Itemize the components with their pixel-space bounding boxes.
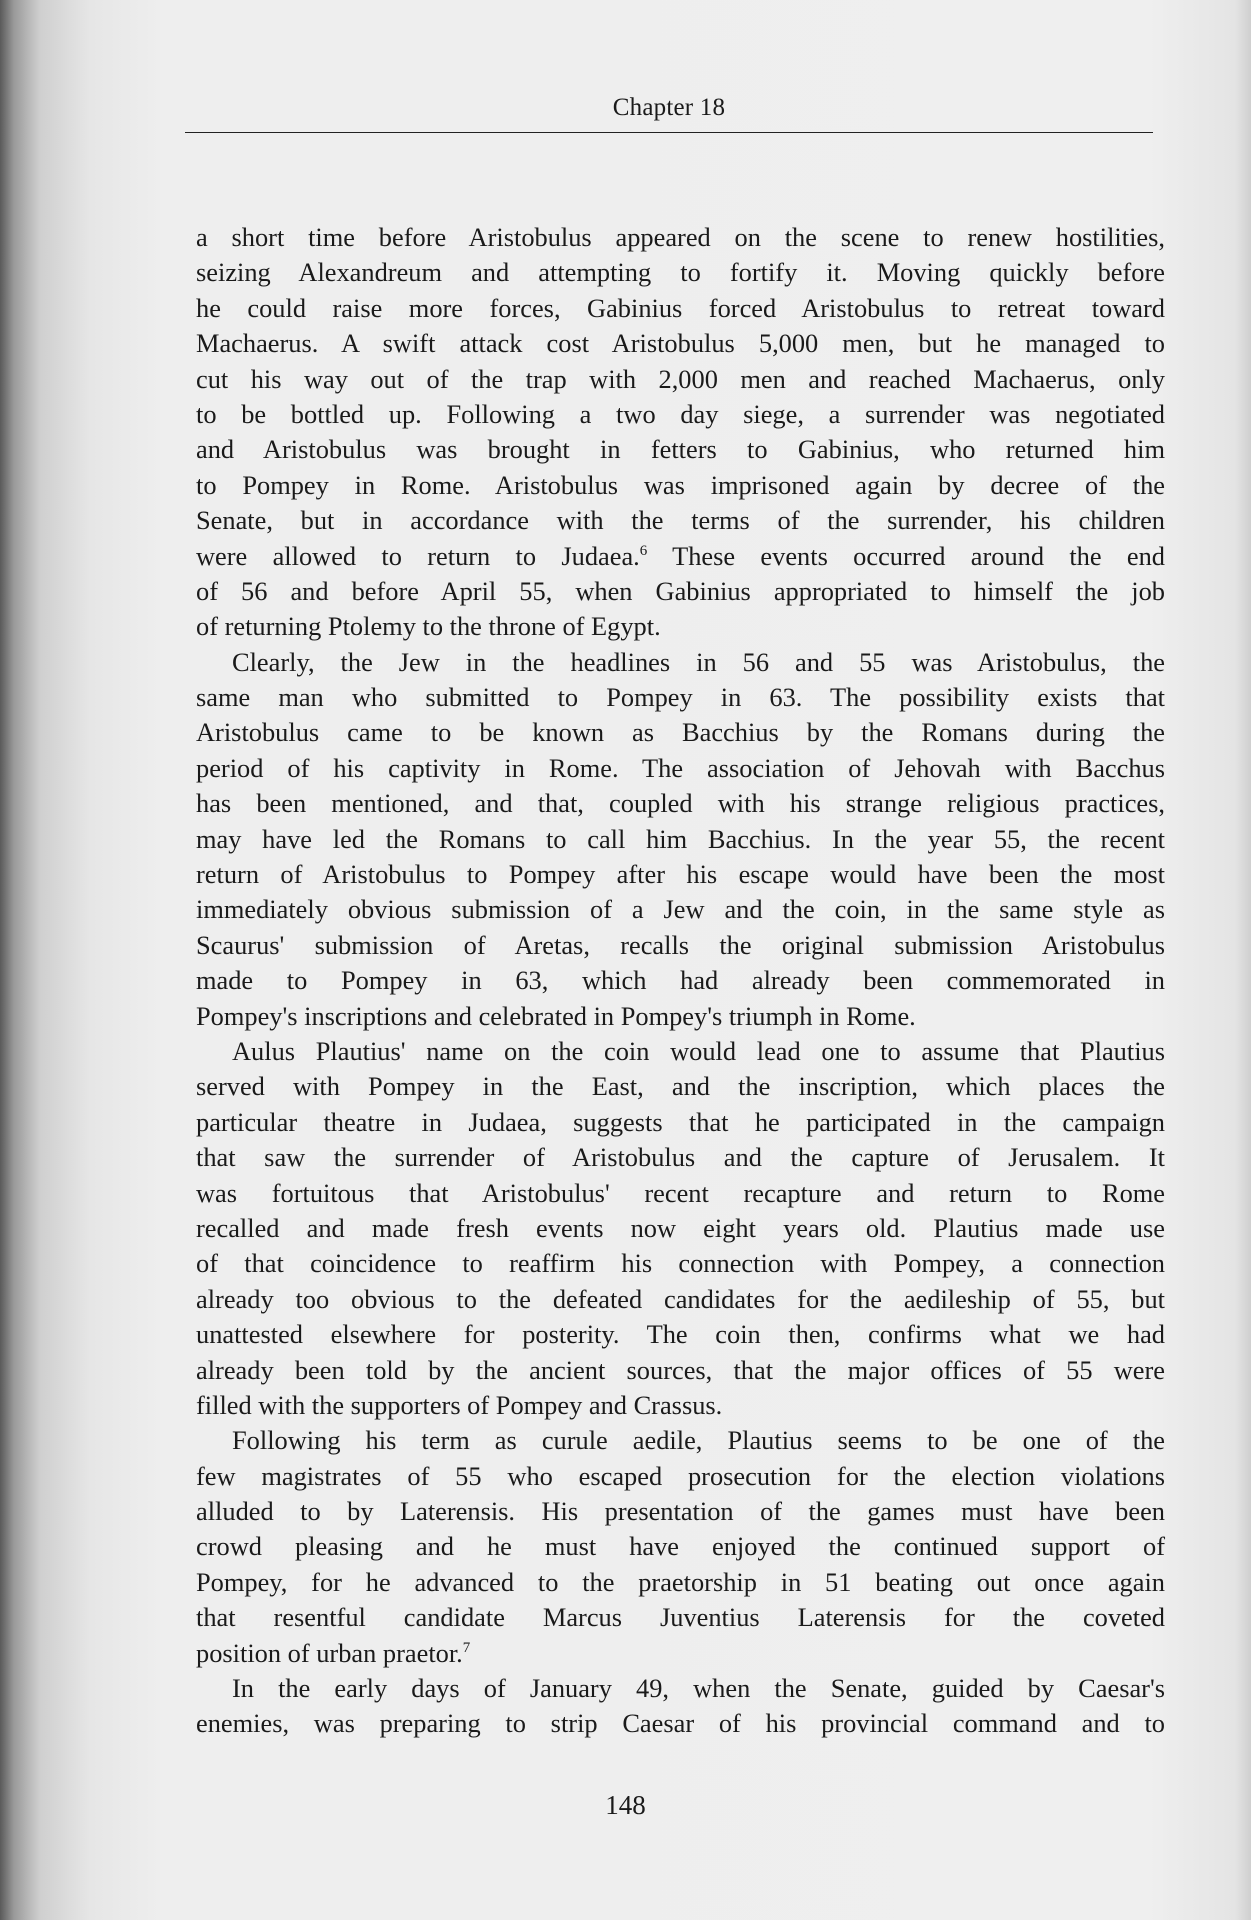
text-line: already been told by the ancient sources, that the major offices of 55 were bbox=[196, 1354, 1165, 1385]
text-line: alluded to by Laterensis. His presentation of the games must have been bbox=[196, 1496, 1165, 1527]
text-line: enemies, was preparing to strip Caesar of his provincial command and to bbox=[196, 1708, 1165, 1739]
text-line: recalled and made fresh events now eight years old. Plautius made use bbox=[196, 1212, 1165, 1243]
text-line: crowd pleasing and he must have enjoyed the continued support of bbox=[196, 1531, 1165, 1562]
text-line: In the early days of January 49, when the Senate, guided by Caesar's bbox=[232, 1673, 1165, 1704]
text-line: of 56 and before April 55, when Gabinius appropriated to himself the job bbox=[196, 575, 1165, 606]
text-line: has been mentioned, and that, coupled with his strange religious practices, bbox=[196, 788, 1165, 819]
text-line: filled with the supporters of Pompey and Crassus. bbox=[196, 1389, 723, 1420]
text-line: few magistrates of 55 who escaped prosecution for the election violations bbox=[196, 1460, 1165, 1491]
text-line: that resentful candidate Marcus Juventius Laterensis for the coveted bbox=[196, 1602, 1165, 1633]
text-line: seizing Alexandreum and attempting to fortify it. Moving quickly before bbox=[196, 257, 1165, 288]
text-line: Pompey's inscriptions and celebrated in Pompey's triumph in Rome. bbox=[196, 1000, 916, 1031]
text-line: Senate, but in accordance with the terms of the surrender, his children bbox=[196, 505, 1165, 536]
chapter-title: Chapter 18 bbox=[612, 94, 726, 121]
text-line: Pompey, for he advanced to the praetorship in 51 beating out once again bbox=[196, 1566, 1165, 1597]
text-line: already too obvious to the defeated candidates for the aedileship of 55, but bbox=[196, 1283, 1165, 1314]
footnote-marker[interactable]: 6 bbox=[639, 542, 648, 559]
text-line: same man who submitted to Pompey in 63. The possibility exists that bbox=[196, 682, 1165, 713]
text-line: Aristobulus came to be known as Bacchius by the Romans during the bbox=[196, 717, 1165, 748]
text-line: and Aristobulus was brought in fetters to Gabinius, who returned him bbox=[196, 434, 1165, 465]
text-line: made to Pompey in 63, which had already been commemorated in bbox=[196, 965, 1165, 996]
text-segment: position of urban praetor. bbox=[196, 1637, 463, 1668]
text-line: Machaerus. A swift attack cost Aristobulus 5,000 men, but he managed to bbox=[196, 328, 1165, 359]
text-line: of returning Ptolemy to the throne of Egypt. bbox=[196, 611, 661, 642]
text-line bbox=[196, 539, 1165, 574]
footnote-marker[interactable]: 7 bbox=[462, 1639, 471, 1656]
text-line: that saw the surrender of Aristobulus and the capture of Jerusalem. It bbox=[196, 1142, 1165, 1173]
text-line: served with Pompey in the East, and the inscription, which places the bbox=[196, 1071, 1165, 1102]
text-line: of that coincidence to reaffirm his connection with Pompey, a connection bbox=[196, 1248, 1165, 1279]
page-number: 148 bbox=[605, 1790, 646, 1820]
body-text bbox=[196, 220, 1165, 1742]
text-line: he could raise more forces, Gabinius forced Aristobulus to retreat toward bbox=[196, 292, 1165, 323]
text-line: may have led the Romans to call him Bacchius. In the year 55, the recent bbox=[196, 823, 1165, 854]
text-line: return of Aristobulus to Pompey after his escape would have been the most bbox=[196, 859, 1165, 890]
text-line: was fortuitous that Aristobulus' recent recapture and return to Rome bbox=[196, 1177, 1165, 1208]
text-line: cut his way out of the trap with 2,000 men and reached Machaerus, only bbox=[196, 363, 1165, 394]
text-line: unattested elsewhere for posterity. The coin then, confirms what we had bbox=[196, 1319, 1165, 1350]
text-line: period of his captivity in Rome. The association of Jehovah with Bacchus bbox=[196, 752, 1165, 783]
text-segment: These events occurred around the end bbox=[647, 540, 1165, 571]
text-line: Aulus Plautius' name on the coin would lead one to assume that Plautius bbox=[232, 1035, 1165, 1066]
text-line: Scaurus' submission of Aretas, recalls the original submission Aristobulus bbox=[196, 929, 1165, 960]
text-line: Clearly, the Jew in the headlines in 56 and 55 was Aristobulus, the bbox=[232, 646, 1165, 677]
running-header bbox=[185, 92, 1153, 133]
text-line: immediately obvious submission of a Jew and the coin, in the same style as bbox=[196, 894, 1165, 925]
text-segment: were allowed to return to Judaea. bbox=[196, 540, 640, 571]
text-line: a short time before Aristobulus appeared on the scene to renew hostilities, bbox=[196, 222, 1165, 252]
text-line: to Pompey in Rome. Aristobulus was imprisoned again by decree of the bbox=[196, 469, 1165, 500]
text-line: Following his term as curule aedile, Plautius seems to be one of the bbox=[232, 1425, 1165, 1456]
text-line: particular theatre in Judaea, suggests that he participated in the campaign bbox=[196, 1106, 1165, 1137]
text-line: to be bottled up. Following a two day siege, a surrender was negotiated bbox=[196, 398, 1165, 429]
text-line bbox=[196, 1636, 1165, 1671]
